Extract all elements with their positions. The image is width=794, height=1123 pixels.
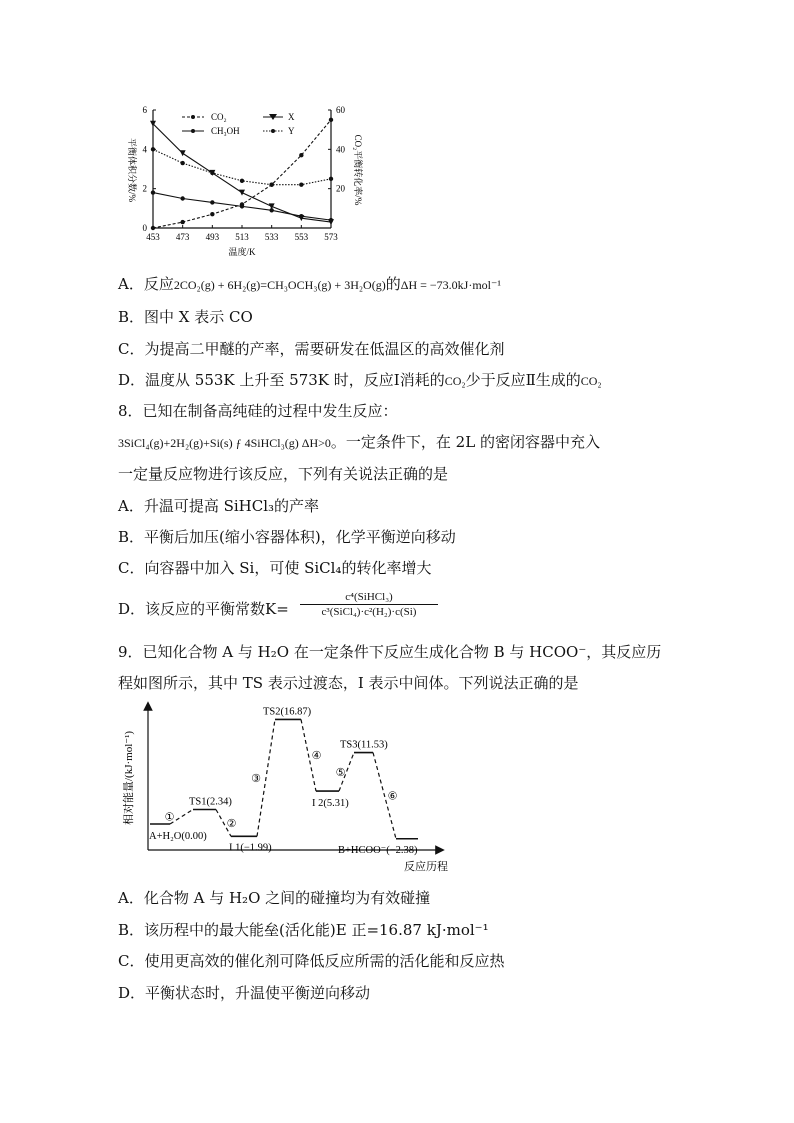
step-marker: ④ <box>311 750 322 763</box>
energy-xlabel: 反应历程 <box>404 861 448 873</box>
series-marker-3 <box>329 177 333 181</box>
y-left-tick-label: 4 <box>142 144 147 155</box>
series-marker-2 <box>329 218 333 222</box>
q8-stem-line3: 一定量反应物进行该反应，下列有关说法正确的是 <box>118 465 449 483</box>
chart1-ylabel-right: CO₂平衡转化率/% <box>353 134 363 206</box>
y-left-tick-label: 2 <box>142 183 147 194</box>
fraction-denominator: c³(SiCl₄)·c²(H₂)·c(Si) <box>321 606 417 618</box>
step-marker: ① <box>164 811 175 824</box>
step-marker: ③ <box>251 772 261 785</box>
y-left-tick-label: 6 <box>142 105 147 115</box>
chart1-frame <box>153 110 331 228</box>
energy-level-label: TS2(16.87) <box>263 706 312 718</box>
series-marker-0 <box>180 220 184 224</box>
series-marker-3 <box>269 183 273 187</box>
step-marker: ⑤ <box>335 766 346 779</box>
x-tick-label: 453 <box>146 232 160 242</box>
x-tick-label: 473 <box>175 232 190 242</box>
x-tick-label: 513 <box>235 232 249 242</box>
y-right-tick-label: 40 <box>336 144 345 155</box>
series-marker-0 <box>299 153 303 157</box>
q8-option-d: D．该反应的平衡常数K= <box>118 600 289 618</box>
energy-profile-chart <box>118 700 463 878</box>
q8-option-b: B．平衡后加压(缩小容器体积)，化学平衡逆向移动 <box>118 528 456 546</box>
q8-option-a: A．升温可提高 SiHCl₃的产率 <box>118 497 320 515</box>
series-marker-3 <box>299 183 303 187</box>
series-marker-2 <box>240 204 244 208</box>
series-marker-0 <box>151 226 155 230</box>
y-right-tick-label: 60 <box>336 105 345 115</box>
legend-co2: CO₂ <box>211 112 227 122</box>
chart1-xlabel: 温度/K <box>228 247 256 257</box>
chart1-ylabel-left: 平衡体积分数/% <box>127 138 137 202</box>
energy-ylabel: 相对能量/(kJ·mol⁻¹) <box>123 730 135 826</box>
series-marker-3 <box>210 171 214 175</box>
series-line-0 <box>153 120 331 228</box>
x-tick-label: 493 <box>205 232 220 242</box>
series-marker-1 <box>180 150 186 156</box>
q7-option-d: D．温度从 553K 上升至 573K 时，反应Ⅰ消耗的CO₂少于反应Ⅱ生成的CO₂ <box>118 371 602 389</box>
energy-level-label: A+H₂O(0.00) <box>149 831 207 842</box>
legend-y: Y <box>288 126 295 136</box>
series-marker-1 <box>239 190 245 196</box>
energy-level-label: B+HCOO⁻(−2.38) <box>338 844 418 856</box>
chart1-legend <box>182 112 295 136</box>
q9-option-a: A．化合物 A 与 H₂O 之间的碰撞均为有效碰撞 <box>118 889 431 907</box>
step-marker: ⑥ <box>387 790 398 803</box>
legend-ch3oh: CH₃OH <box>211 126 240 136</box>
q9-option-c: C．使用更高效的催化剂可降低反应所需的活化能和反应热 <box>118 952 505 970</box>
y-left-tick-label: 0 <box>142 223 147 233</box>
q8-equation-line: 3SiCl₄(g)+2H₂(g)+Si(s) ƒ 4SiHCl₃(g) ΔH>0。一定条件下，在 2L 的密闭容器中充入 <box>118 433 600 451</box>
step-marker: ② <box>226 817 237 830</box>
x-tick-label: 553 <box>294 232 309 242</box>
series-marker-2 <box>299 214 303 218</box>
series-marker-3 <box>151 147 155 151</box>
y-right-tick-label: 20 <box>336 183 345 194</box>
energy-level-label: TS3(11.53) <box>340 739 388 751</box>
x-tick-label: 533 <box>264 232 279 242</box>
q9-option-b: B．该历程中的最大能垒(活化能)E 正=16.87 kJ·mol⁻¹ <box>118 921 489 939</box>
energy-level-label: I 2(5.31) <box>312 798 349 810</box>
series-marker-2 <box>151 190 155 194</box>
q9-option-d: D．平衡状态时，升温使平衡逆向移动 <box>118 984 371 1002</box>
equilibrium-chart <box>118 98 363 263</box>
q9-stem-line1: 9．已知化合物 A 与 H₂O 在一定条件下反应生成化合物 B 与 HCOO⁻，其反应历 <box>118 643 662 661</box>
series-marker-3 <box>240 179 244 183</box>
series-marker-2 <box>210 200 214 204</box>
q8-option-c: C．向容器中加入 Si，可使 SiCl₄的转化率增大 <box>118 559 432 577</box>
legend-x: X <box>288 112 295 122</box>
energy-level-label: TS1(2.34) <box>189 796 232 808</box>
equilibrium-constant-fraction <box>300 591 438 618</box>
series-marker-2 <box>269 208 273 212</box>
series-marker-3 <box>180 161 184 165</box>
q8-stem: 8．已知在制备高纯硅的过程中发生反应： <box>118 402 398 420</box>
series-marker-0 <box>210 212 214 216</box>
q9-stem-line2: 程如图所示，其中 TS 表示过渡态，I 表示中间体。下列说法正确的是 <box>118 674 579 692</box>
x-tick-label: 573 <box>324 232 338 242</box>
series-marker-2 <box>180 196 184 200</box>
q7-option-a: A．反应2CO₂(g) + 6H₂(g)=CH₃OCH₃(g) + 3H₂O(g)的ΔH = −73.0kJ·mol⁻¹ <box>118 275 501 293</box>
series-marker-0 <box>329 118 333 122</box>
fraction-numerator: c⁴(SiHCl₃) <box>300 591 438 605</box>
q7-option-b: B．图中 X 表示 CO <box>118 308 253 326</box>
q7-option-c: C．为提高二甲醚的产率，需要研发在低温区的高效催化剂 <box>118 340 505 358</box>
energy-level-label: I 1(−1.99) <box>229 842 272 854</box>
